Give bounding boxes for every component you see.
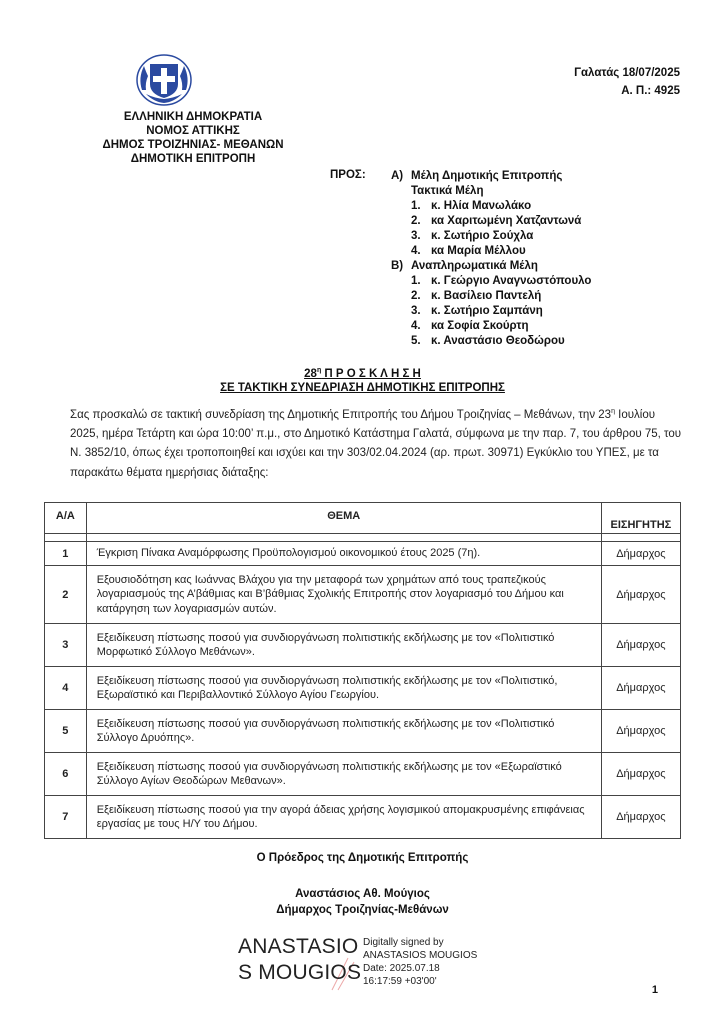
agenda-item-number: 2: [45, 566, 87, 624]
date-protocol-block: [574, 64, 680, 100]
issuing-authority: [70, 110, 316, 166]
agenda-row: [45, 710, 681, 753]
agenda-item-rapporteur: Δήμαρχος: [601, 710, 680, 753]
agenda-item-number: 7: [45, 796, 87, 839]
signature-detail-line: ANASTASIOS MOUGIOS: [363, 950, 478, 961]
invitation-title: [0, 364, 725, 395]
recipients-label: ΠΡΟΣ:: [330, 169, 366, 181]
recipient-name: κα Μαρία Μέλλου: [431, 245, 526, 257]
recipient-name: κ. Γεώργιο Αναγνωστόπουλο: [431, 275, 592, 287]
recipient-number: 4.: [411, 320, 421, 332]
recipient-number: 2.: [411, 215, 421, 227]
invitation-number: 28: [304, 367, 317, 380]
recipient-item: [391, 199, 691, 214]
recipient-name: κ. Σωτήριο Σούχλα: [431, 230, 534, 242]
invitation-number-suffix: η: [316, 367, 322, 374]
recipient-name: κ. Αναστάσιο Θεοδώρου: [431, 335, 565, 347]
signature-details: [363, 936, 477, 988]
agenda-item-number: 6: [45, 753, 87, 796]
authority-line: ΔΗΜΟΣ ΤΡΟΙΖΗΝΙΑΣ- ΜΕΘΑΝΩΝ: [102, 139, 284, 151]
authority-line: ΝΟΜΟΣ ΑΤΤΙΚΗΣ: [146, 125, 240, 137]
agenda-item-rapporteur: Δήμαρχος: [601, 753, 680, 796]
authority-line: ΔΗΜΟΤΙΚΗ ΕΠΙΤΡΟΠΗ: [130, 153, 256, 165]
agenda-item-theme: Εξειδίκευση πίστωσης ποσού για συνδιοργάνωση πολιτιστικής εκδήλωσης με τον «Εξωραϊστικό Σύλλογο Αγίων Θεοδώρων Μεθανων».: [86, 753, 601, 796]
recipient-item: [391, 244, 691, 259]
invitation-word: Π Ρ Ο Σ Κ Λ Η Σ Η: [321, 367, 421, 380]
signoff-title: Δήμαρχος Τροιζηνίας-Μεθάνων: [276, 904, 449, 916]
document-date: Γαλατάς 18/07/2025: [574, 67, 680, 79]
recipients-list: [391, 169, 691, 349]
column-header-rapporteur: ΕΙΣΗΓΗΤΗΣ: [601, 503, 680, 534]
signature-name-line: ANASTASIO: [238, 935, 359, 958]
agenda-item-number: 4: [45, 667, 87, 710]
recipient-item: [391, 289, 691, 304]
recipient-number: 3.: [411, 305, 421, 317]
page-number: 1: [651, 984, 658, 996]
column-header-theme: ΘΕΜΑ: [86, 503, 601, 534]
agenda-row: [45, 542, 681, 566]
protocol-number: Α. Π.: 4925: [621, 85, 680, 97]
recipient-item: [391, 304, 691, 319]
recipient-name: κ. Ηλία Μανωλάκο: [431, 200, 532, 212]
signature-detail-line: 16:17:59 +03'00': [363, 976, 437, 987]
recipient-number: 1.: [411, 200, 421, 212]
recipient-number: 1.: [411, 275, 421, 287]
agenda-item-number: 1: [45, 542, 87, 566]
agenda-row: [45, 624, 681, 667]
agenda-item-theme: Έγκριση Πίνακα Αναμόρφωσης Προϋπολογισμού οικονομικού έτους 2025 (7η).: [86, 542, 601, 566]
recipient-number: 2.: [411, 290, 421, 302]
signature-name-line: S MOUGIOS: [238, 961, 362, 984]
column-header-num: Α/Α: [45, 503, 87, 534]
agenda-item-theme: Εξειδίκευση πίστωσης ποσού για συνδιοργάνωση πολιτιστικής εκδήλωσης με τον «Πολιτιστικό Μορφωτικό Σύλλογο Μεθάνων».: [86, 624, 601, 667]
recipient-name: κ. Σωτήριο Σαμπάνη: [431, 305, 543, 317]
recipient-name: κ. Βασίλειο Παντελή: [431, 290, 542, 302]
agenda-row: [45, 753, 681, 796]
agenda-item-theme: Εξουσιοδότηση κας Ιωάννας Βλάχου για την μεταφορά των χρημάτων από τους τραπεζικούς λογαριασμούς της Α’βάθμιας και Β’βάθμιας Σχολικής Επιτροπής στον λογαριασμό του Δήμου και κατάργηση των λογαριασμών αυτών.: [86, 566, 601, 624]
body-text-part2: Ιουλίου 2025, ημέρα Τετάρτη και ώρα 10:00’ π.μ., στο Δημοτικό Κατάστημα Γαλατά, σύμφωνα με την παρ. 7, του άρθρου 75, του Ν. 3852/10, όπως έχει τροποποιηθεί και ισχύει και την 303/02.04.2024 (αρ. πρωτ. 30971) Εγκύκλιο του ΥΠΕΣ, με τα παρακάτω θέματα ημερήσιας διάταξης:: [70, 408, 682, 479]
recipient-item: [391, 319, 691, 334]
recipient-item: [391, 274, 691, 289]
agenda-item-theme: Εξειδίκευση πίστωσης ποσού για συνδιοργάνωση πολιτιστικής εκδήλωσης με τον «Πολιτιστικό, Εξωραϊστικό και Περιβαλλοντικό Σύλλογο Αγίου Γεωργίου.: [86, 667, 601, 710]
agenda-table: [44, 502, 681, 839]
group-title: Μέλη Δημοτικής Επιτροπής: [411, 170, 563, 182]
signature-detail-line: Digitally signed by: [363, 937, 444, 948]
recipient-group-b: [391, 259, 691, 274]
invitation-subtitle: ΣΕ ΤΑΚΤΙΚΗ ΣΥΝΕΔΡΙΑΣΗ ΔΗΜΟΤΙΚΗΣ ΕΠΙΤΡΟΠΗΣ: [220, 381, 505, 394]
authority-line: ΕΛΛΗΝΙΚΗ ΔΗΜΟΚΡΑΤΙΑ: [123, 111, 263, 123]
body-date-suffix: η: [611, 408, 615, 415]
agenda-row: [45, 667, 681, 710]
agenda-item-number: 5: [45, 710, 87, 753]
agenda-item-rapporteur: Δήμαρχος: [601, 542, 680, 566]
agenda-item-rapporteur: Δήμαρχος: [601, 566, 680, 624]
agenda-item-theme: Εξειδίκευση πίστωσης ποσού για την αγορά άδειας χρήσης λογισμικού απομακρυσμένης επιφάνειας εργασίας με τους Η/Υ του Δήμου.: [86, 796, 601, 839]
signoff-role: Ο Πρόεδρος της Δημοτικής Επιτροπής: [256, 852, 469, 864]
body-text-part1: Σας προσκαλώ σε τακτική συνεδρίαση της Δημοτικής Επιτροπής του Δήμου Τροιζηνίας – Μεθάνων, την 23: [70, 408, 612, 421]
recipient-number: 5.: [411, 335, 421, 347]
recipient-name: κα Χαριτωμένη Χατζαντωνά: [431, 215, 582, 227]
group-letter: Α): [391, 170, 404, 182]
group-title: Αναπληρωματικά Μέλη: [411, 260, 538, 272]
recipient-name: κα Σοφία Σκούρτη: [431, 320, 529, 332]
signature-name: [238, 934, 361, 986]
agenda-row: [45, 566, 681, 624]
agenda-header-row: [45, 503, 681, 534]
invitation-heading: [304, 368, 421, 380]
recipient-item: [391, 214, 691, 229]
agenda-item-rapporteur: Δήμαρχος: [601, 667, 680, 710]
digital-signature: [238, 934, 538, 994]
agenda-item-rapporteur: Δήμαρχος: [601, 624, 680, 667]
invitation-body: [70, 402, 682, 483]
recipient-number: 3.: [411, 230, 421, 242]
agenda-item-theme: Εξειδίκευση πίστωσης ποσού για συνδιοργάνωση πολιτιστικής εκδήλωσης με τον «Πολιτιστικό Σύλλογο Δρυόπης».: [86, 710, 601, 753]
agenda-row: [45, 796, 681, 839]
recipient-group-a: [391, 169, 691, 184]
recipient-number: 4.: [411, 245, 421, 257]
greek-emblem-icon: [136, 50, 192, 106]
agenda-item-number: 3: [45, 624, 87, 667]
agenda-item-rapporteur: Δήμαρχος: [601, 796, 680, 839]
signature-detail-line: Date: 2025.07.18: [363, 963, 440, 974]
group-letter: Β): [391, 260, 404, 272]
recipient-item: [391, 229, 691, 244]
recipient-item: [391, 334, 691, 349]
group-subtitle: Τακτικά Μέλη: [411, 185, 484, 197]
signoff-name: Αναστάσιος Αθ. Μούγιος: [295, 888, 430, 900]
